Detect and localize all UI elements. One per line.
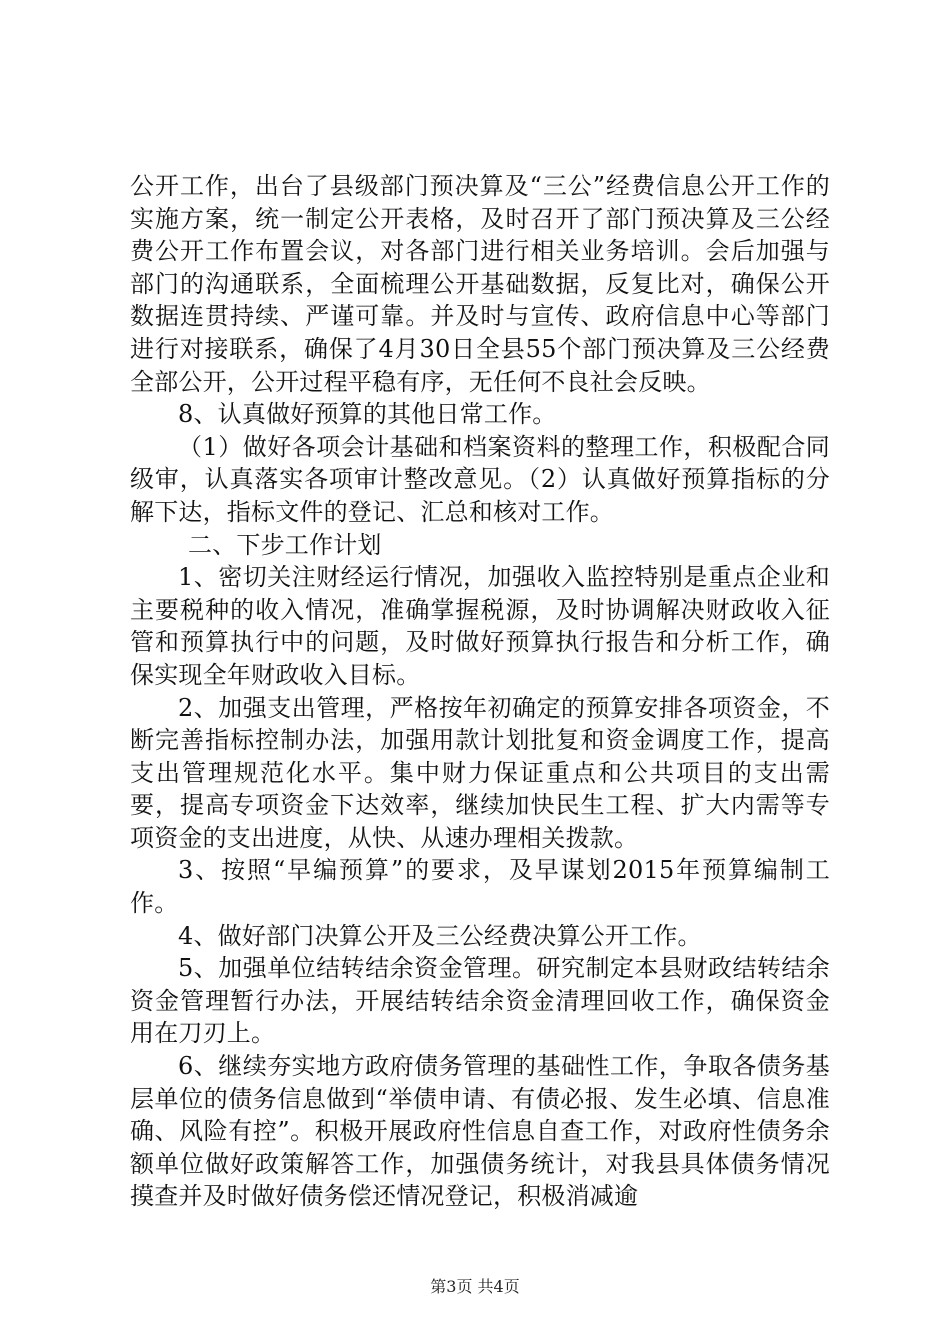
paragraph-item-8: 8、认真做好预算的其他日常工作。: [178, 400, 557, 429]
section-heading-next-plan: 二、下步工作计划: [188, 530, 382, 559]
paragraph-plan-4: 4、做好部门决算公开及三公经费决算公开工作。: [178, 921, 702, 950]
paragraph-item-8-details: （1）做好各项会计基础和档案资料的整理工作，积极配合同级审，认真落实各项审计整改意见。（2）认真做好预算指标的分解下达，指标文件的登记、汇总和核对工作。: [130, 432, 830, 526]
paragraph-plan-5: 5、加强单位结转结余资金管理。研究制定本县财政结转结余资金管理暂行办法，开展结转结余资金清理回收工作，确保资金用在刀刃上。: [130, 954, 830, 1048]
paragraph-public-disclosure: 公开工作，出台了县级部门预决算及“三公”经费信息公开工作的实施方案，统一制定公开表格，及时召开了部门预决算及三公经费公开工作布置会议，对各部门进行相关业务培训。会后加强与部门的沟通联系，全面梳理公开基础数据，反复比对，确保公开数据连贯持续、严谨可靠。并及时与宣传、政府信息中心等部门进行对接联系，确保了4月30日全县55个部门预决算及三公经费全部公开，公开过程平稳有序，无任何不良社会反映。: [130, 172, 830, 396]
paragraph-plan-2: 2、加强支出管理，严格按年初确定的预算安排各项资金，不断完善指标控制办法，加强用款计划批复和资金调度工作，提高支出管理规范化水平。集中财力保证重点和公共项目的支出需要，提高专项资金下达效率，继续加快民生工程、扩大内需等专项资金的支出进度，从快、从速办理相关拨款。: [130, 693, 830, 852]
document-body: [130, 170, 830, 1213]
paragraph-plan-3: 3、按照“早编预算”的要求，及早谋划2015年预算编制工作。: [130, 856, 830, 918]
paragraph-plan-1: 1、密切关注财经运行情况，加强收入监控特别是重点企业和主要税种的收入情况，准确掌握税源，及时协调解决财政收入征管和预算执行中的问题，及时做好预算执行报告和分析工作，确保实现全年财政收入目标。: [130, 563, 830, 689]
paragraph-plan-6: 6、继续夯实地方政府债务管理的基础性工作，争取各债务基层单位的债务信息做到“举债申请、有债必报、发生必填、信息准确、风险有控”。积极开展政府性信息自查工作，对政府性债务余额单位做好政策解答工作，加强债务统计，对我县具体债务情况摸查并及时做好债务偿还情况登记，积极消减逾: [130, 1052, 830, 1211]
page-footer: 第3页 共4页: [430, 1277, 520, 1296]
